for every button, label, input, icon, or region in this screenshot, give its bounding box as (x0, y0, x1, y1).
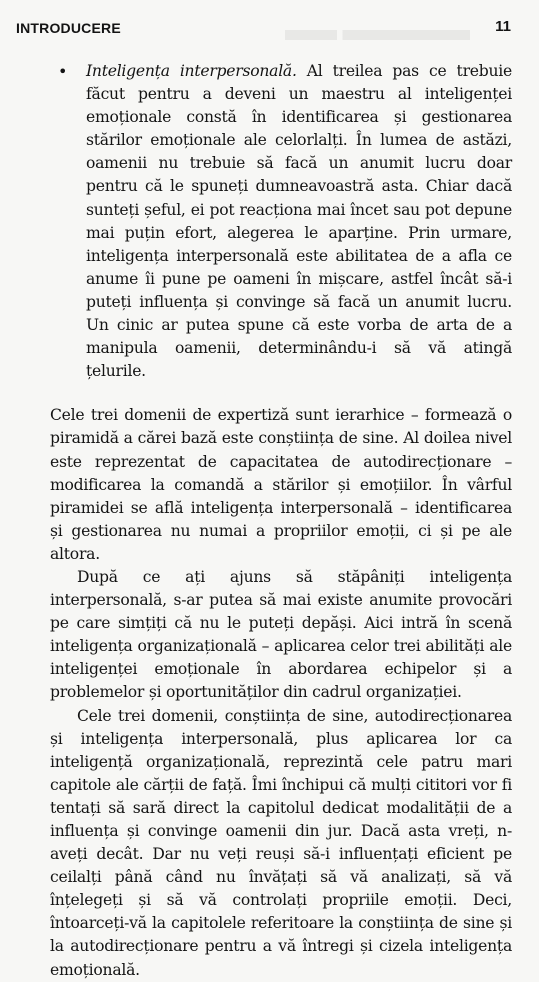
page-body (50, 60, 512, 982)
paragraph-book-structure: Cele trei domenii, conștiința de sine, autodirecționarea și inteligența interpersonală, plus aplicarea lor ca inteligență organizațională, reprezintă cele patru mari capitole ale cărții de față. Îmi închipui că mulți cititori vor fi tentați să sară direct la capitolul dedicat modalității de a influența și convinge oamenii din jur. Dacă asta vreți, n-aveți decât. Dar nu veți reuși să-i influențați eficient pe ceilalți până când nu învățați să vă analizați, să vă înțelegeți și să vă controlați propriile emoții. Deci, întoarceți-vă la capitolele referitoare la conștiința de sine și la autodirecționare pentru a vă întregi și cizela inteligența emoțională. (50, 706, 512, 979)
bullet-term: Inteligența interpersonală. (86, 62, 297, 80)
chapter-title: INTRODUCERE (16, 20, 121, 36)
paragraph-organizational: După ce ați ajuns să stăpâniți inteligența interpersonală, s-ar putea să mai existe anumite provocări pe care simțiți că nu le puteți depăși. Aici intră în scenă inteligența organizațională – aplicarea celor trei abilități ale inteligenței emoționale în abordarea echipelor și a problemelor și oportunităților din cadrul organizației. (50, 567, 512, 702)
bullet-item-interpersonal (58, 60, 512, 383)
page-number: 11 (495, 18, 511, 35)
bullet-icon: • (58, 62, 68, 81)
bullet-text: Al treilea pas ce trebuie făcut pentru a deveni un maestru al inteligenței emoționale constă în identificarea și gestionarea stărilor emoționale ale celorlalți. În lumea de astăzi, oamenii nu trebuie să facă un anumit lucru doar pentru că le spuneți dumneavoastră asta. Chiar dacă sunteți șeful, ei pot reacționa mai încet sau pot depune mai puțin efort, alegerea le aparține. Prin urmare, inteligența interpersonală este abilitatea de a afla ce anume îi pune pe oameni în mișcare, astfel încât să-i puteți influența și convinge să facă un anumit lucru. Un cinic ar putea spune că este vorba de arta de a manipula oamenii, determinându-i să vă atingă țelurile. (86, 62, 512, 381)
paragraph-hierarchy: Cele trei domenii de expertiză sunt ierarhice – formează o piramidă a cărei bază este conștiința de sine. Al doilea nivel este reprezentat de capacitatea de autodirecționare – modificarea la comandă a stărilor și emoțiilor. În vârful piramidei se află inteligența interpersonală – identificarea și gestionarea nu numai a propriilor emoții, ci și pe ale altora. (50, 406, 512, 563)
show-through-text (285, 30, 470, 40)
